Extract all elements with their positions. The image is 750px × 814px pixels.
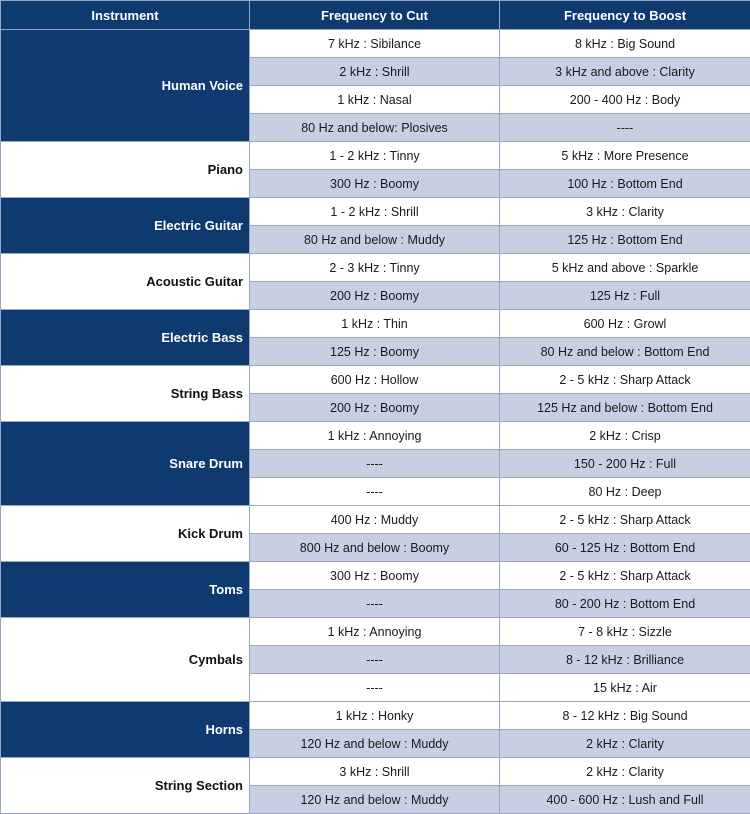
cut-cell: 200 Hz : Boomy (250, 394, 500, 422)
table-row (1, 254, 750, 282)
boost-cell: 150 - 200 Hz : Full (500, 450, 750, 478)
instrument-cell: Cymbals (1, 618, 250, 702)
boost-cell: 2 - 5 kHz : Sharp Attack (500, 562, 750, 590)
cut-cell: 1 kHz : Honky (250, 702, 500, 730)
cut-cell: 120 Hz and below : Muddy (250, 786, 500, 814)
cut-cell: 1 kHz : Annoying (250, 422, 500, 450)
header-instrument: Instrument (1, 1, 250, 30)
table-row (1, 758, 750, 786)
table-row (1, 618, 750, 646)
cut-cell: 2 - 3 kHz : Tinny (250, 254, 500, 282)
boost-cell: 125 Hz : Full (500, 282, 750, 310)
boost-cell: 80 Hz : Deep (500, 478, 750, 506)
cut-cell: ---- (250, 590, 500, 618)
header-frequency-to-boost: Frequency to Boost (500, 1, 750, 30)
cut-cell: 7 kHz : Sibilance (250, 30, 500, 58)
cut-cell: ---- (250, 450, 500, 478)
boost-cell: 3 kHz : Clarity (500, 198, 750, 226)
cut-cell: ---- (250, 674, 500, 702)
table-row (1, 562, 750, 590)
cut-cell: 80 Hz and below : Muddy (250, 226, 500, 254)
boost-cell: 2 - 5 kHz : Sharp Attack (500, 506, 750, 534)
boost-cell: 3 kHz and above : Clarity (500, 58, 750, 86)
cut-cell: 400 Hz : Muddy (250, 506, 500, 534)
cut-cell: 600 Hz : Hollow (250, 366, 500, 394)
boost-cell: ---- (500, 114, 750, 142)
cut-cell: 3 kHz : Shrill (250, 758, 500, 786)
cut-cell: 200 Hz : Boomy (250, 282, 500, 310)
boost-cell: 5 kHz : More Presence (500, 142, 750, 170)
boost-cell: 2 kHz : Clarity (500, 758, 750, 786)
cut-cell: 300 Hz : Boomy (250, 170, 500, 198)
table-row (1, 422, 750, 450)
table-row (1, 142, 750, 170)
boost-cell: 8 kHz : Big Sound (500, 30, 750, 58)
instrument-cell: Horns (1, 702, 250, 758)
header-row (1, 1, 750, 30)
header-frequency-to-cut: Frequency to Cut (250, 1, 500, 30)
instrument-cell: Piano (1, 142, 250, 198)
instrument-cell: String Bass (1, 366, 250, 422)
cut-cell: ---- (250, 478, 500, 506)
instrument-cell: Acoustic Guitar (1, 254, 250, 310)
table-row (1, 198, 750, 226)
cut-cell: 1 kHz : Nasal (250, 86, 500, 114)
boost-cell: 15 kHz : Air (500, 674, 750, 702)
cut-cell: 80 Hz and below: Plosives (250, 114, 500, 142)
instrument-cell: Human Voice (1, 30, 250, 142)
cut-cell: 800 Hz and below : Boomy (250, 534, 500, 562)
instrument-cell: Snare Drum (1, 422, 250, 506)
instrument-cell: Kick Drum (1, 506, 250, 562)
boost-cell: 2 kHz : Clarity (500, 730, 750, 758)
boost-cell: 200 - 400 Hz : Body (500, 86, 750, 114)
boost-cell: 400 - 600 Hz : Lush and Full (500, 786, 750, 814)
cut-cell: 125 Hz : Boomy (250, 338, 500, 366)
instrument-cell: String Section (1, 758, 250, 814)
boost-cell: 80 Hz and below : Bottom End (500, 338, 750, 366)
table-row (1, 366, 750, 394)
cut-cell: 1 kHz : Thin (250, 310, 500, 338)
boost-cell: 125 Hz and below : Bottom End (500, 394, 750, 422)
table-body (1, 30, 750, 814)
cut-cell: 1 kHz : Annoying (250, 618, 500, 646)
boost-cell: 100 Hz : Bottom End (500, 170, 750, 198)
table-row (1, 30, 750, 58)
boost-cell: 2 kHz : Crisp (500, 422, 750, 450)
cut-cell: 1 - 2 kHz : Tinny (250, 142, 500, 170)
instrument-cell: Toms (1, 562, 250, 618)
boost-cell: 80 - 200 Hz : Bottom End (500, 590, 750, 618)
boost-cell: 60 - 125 Hz : Bottom End (500, 534, 750, 562)
boost-cell: 8 - 12 kHz : Big Sound (500, 702, 750, 730)
cut-cell: 120 Hz and below : Muddy (250, 730, 500, 758)
cut-cell: ---- (250, 646, 500, 674)
boost-cell: 125 Hz : Bottom End (500, 226, 750, 254)
table-row (1, 310, 750, 338)
instrument-cell: Electric Guitar (1, 198, 250, 254)
cut-cell: 300 Hz : Boomy (250, 562, 500, 590)
instrument-cell: Electric Bass (1, 310, 250, 366)
table-row (1, 702, 750, 730)
cut-cell: 2 kHz : Shrill (250, 58, 500, 86)
boost-cell: 7 - 8 kHz : Sizzle (500, 618, 750, 646)
boost-cell: 5 kHz and above : Sparkle (500, 254, 750, 282)
boost-cell: 8 - 12 kHz : Brilliance (500, 646, 750, 674)
boost-cell: 600 Hz : Growl (500, 310, 750, 338)
table-row (1, 506, 750, 534)
boost-cell: 2 - 5 kHz : Sharp Attack (500, 366, 750, 394)
cut-cell: 1 - 2 kHz : Shrill (250, 198, 500, 226)
